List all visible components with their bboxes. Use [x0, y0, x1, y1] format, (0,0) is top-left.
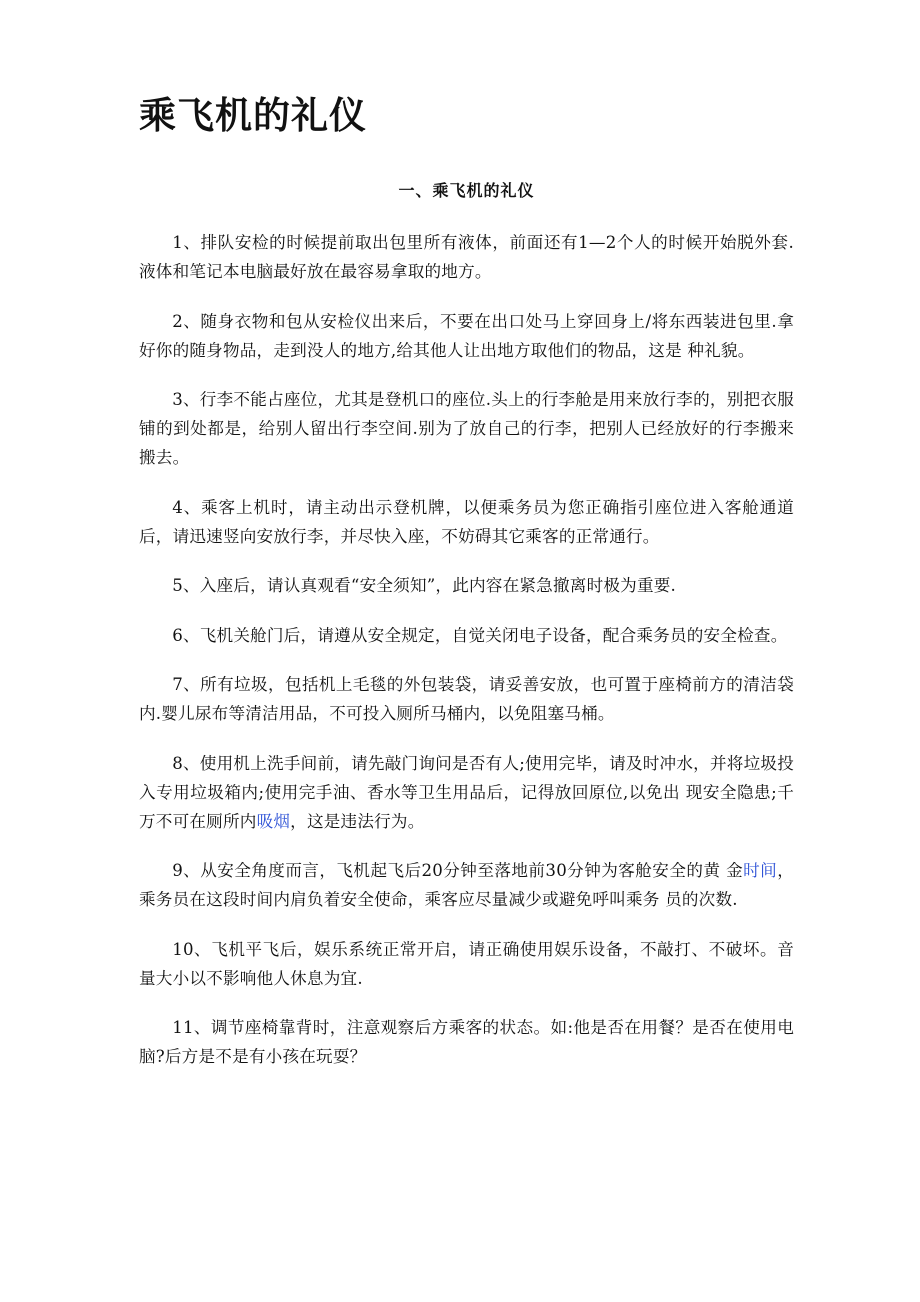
time-link[interactable]: 时间 [743, 861, 778, 880]
etiquette-item-2: 2、随身衣物和包从安检仪出来后，不要在出口处马上穿回身上/将东西装进包里.拿好你的随身物品，走到没人的地方,给其他人让出地方取他们的物品，这是 种礼貌。 [139, 311, 794, 360]
etiquette-item-5: 5、入座后，请认真观看“安全须知”，此内容在紧急撤离时极为重要. [172, 576, 677, 595]
etiquette-item-6: 6、飞机关舱门后，请遵从安全规定，自觉关闭电子设备，配合乘务员的安全检查。 [172, 625, 788, 645]
etiquette-item-3: 3、行李不能占座位，尤其是登机口的座位.头上的行李舱是用来放行李的，别把衣服铺的到处都是，给别人留出行李空间.别为了放自己的行李，把别人已经放好的行李搬来搬去。 [139, 390, 794, 467]
etiquette-item-7: 7、所有垃圾，包括机上毛毯的外包装袋，请妥善安放，也可置于座椅前方的清洁袋内.婴儿尿布等清洁用品，不可投入厕所马桶内，以免阻塞马桶。 [139, 675, 794, 723]
smoking-link[interactable]: 吸烟 [256, 811, 291, 831]
etiquette-item-9 [139, 856, 794, 914]
document-title: 乘飞机的礼仪 [139, 94, 367, 137]
etiquette-item-8-text-after: ，这是违法行为。 [290, 811, 425, 831]
section-heading: 一、乘飞机的礼仪 [398, 181, 535, 200]
etiquette-item-4: 4、乘客上机时，请主动出示登机牌，以便乘务员为您正确指引座位进入客舱通道后，请迅速竖向安放行李，并尽快入座，不妨碍其它乘客的正常通行。 [139, 497, 794, 546]
etiquette-item-10: 10、飞机平飞后，娱乐系统正常开启，请正确使用娱乐设备，不敲打、不破坏。音量大小以不影响他人休息为宜. [139, 939, 794, 988]
etiquette-item-11: 11、调节座椅靠背时，注意观察后方乘客的状态。如:他是否在用餐？是否在使用电脑?后方是不是有小孩在玩耍？ [139, 1018, 794, 1066]
etiquette-item-8-text-before: 8、使用机上洗手间前，请先敲门询问是否有人;使用完毕，请及时冲水，并将垃圾投入专用垃圾箱内;使用完手油、香水等卫生用品后，记得放回原位,以免出 现安全隐患;千万不可在厕所内 [139, 753, 794, 831]
etiquette-item-9-text-before: 9、从安全角度而言，飞机起飞后20分钟至落地前30分钟为客舱安全的黄 金 [172, 861, 744, 880]
etiquette-list [139, 228, 794, 1092]
etiquette-item-8 [139, 749, 794, 836]
etiquette-item-9-text-after: ，乘务员在这段时间内肩负着安全使命，乘客应尽量减少或避免呼叫乘务 员的次数. [139, 861, 794, 909]
etiquette-item-1: 1、排队安检的时候提前取出包里所有液体，前面还有1—2个人的时候开始脱外套.液体和笔记本电脑最好放在最容易拿取的地方。 [139, 233, 794, 281]
